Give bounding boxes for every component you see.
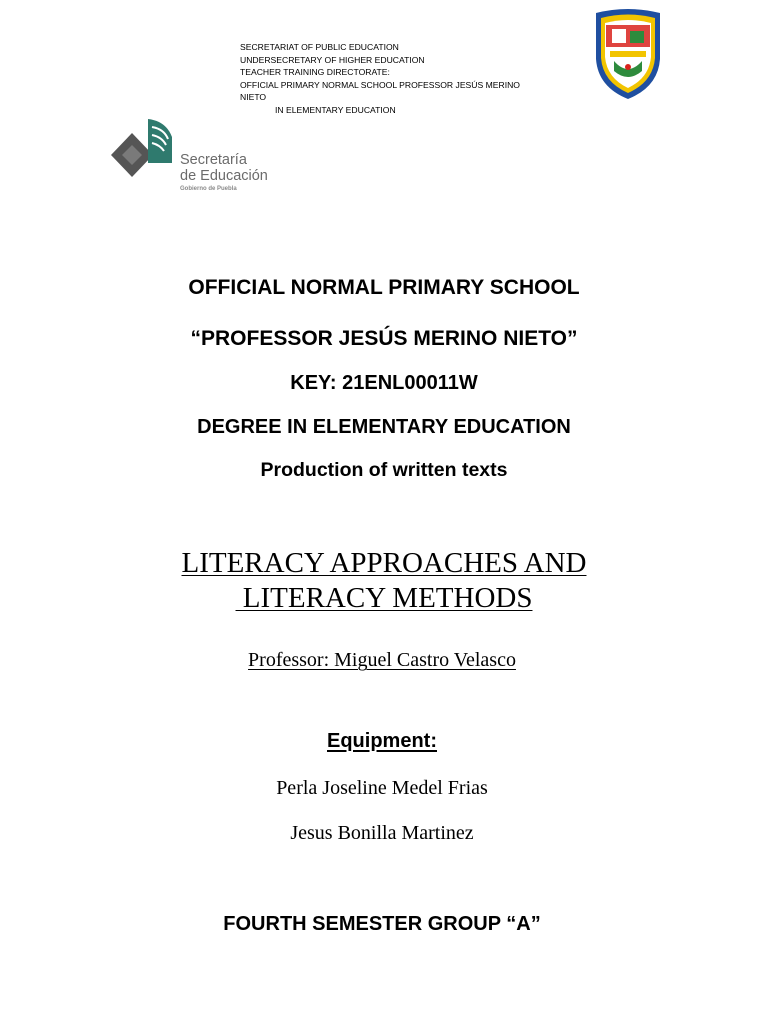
school-honoree: “PROFESSOR JESÚS MERINO NIETO” — [190, 327, 578, 350]
semester-group: FOURTH SEMESTER GROUP “A” — [223, 913, 541, 935]
document-title-line-1: LITERACY APPROACHES AND — [181, 547, 587, 579]
professor-line — [0, 649, 764, 672]
header-line-secretariat: SECRETARIAT OF PUBLIC EDUCATION — [240, 42, 399, 52]
header-line-directorate: TEACHER TRAINING DIRECTORATE: — [240, 67, 390, 78]
sep-emblem-icon — [108, 107, 178, 193]
sep-logo-text — [180, 152, 268, 192]
team-member-1: Perla Joseline Medel Frias — [276, 777, 488, 799]
document-title — [0, 546, 768, 616]
sep-logo-line-2: de Educación — [180, 168, 268, 184]
header-line-school: OFFICIAL PRIMARY NORMAL SCHOOL PROFESSOR JESÚS MERINO — [240, 79, 520, 90]
header-line-school-cont: NIETO — [240, 92, 267, 103]
course-name: Production of written texts — [260, 459, 508, 481]
header-line-undersecretary: UNDERSECRETARY OF HIGHER EDUCATION — [240, 54, 425, 65]
professor-name: Professor: Miguel Castro Velasco — [248, 649, 516, 671]
team-heading-text: Equipment: — [327, 730, 437, 752]
header-text-block — [240, 41, 520, 117]
degree-name: DEGREE IN ELEMENTARY EDUCATION — [197, 416, 571, 438]
school-seal-icon — [592, 7, 664, 101]
team-heading — [0, 730, 764, 753]
school-name: OFFICIAL NORMAL PRIMARY SCHOOL — [188, 276, 580, 299]
header-line-education: IN ELEMENTARY EDUCATION — [275, 104, 396, 115]
sep-logo-line-1: Secretaría — [180, 152, 247, 168]
team-member-2: Jesus Bonilla Martinez — [290, 822, 474, 844]
document-title-line-2: LITERACY METHODS — [235, 582, 533, 614]
sep-logo-line-3: Gobierno de Puebla — [180, 186, 237, 192]
school-key: KEY: 21ENL00011W — [290, 372, 478, 394]
